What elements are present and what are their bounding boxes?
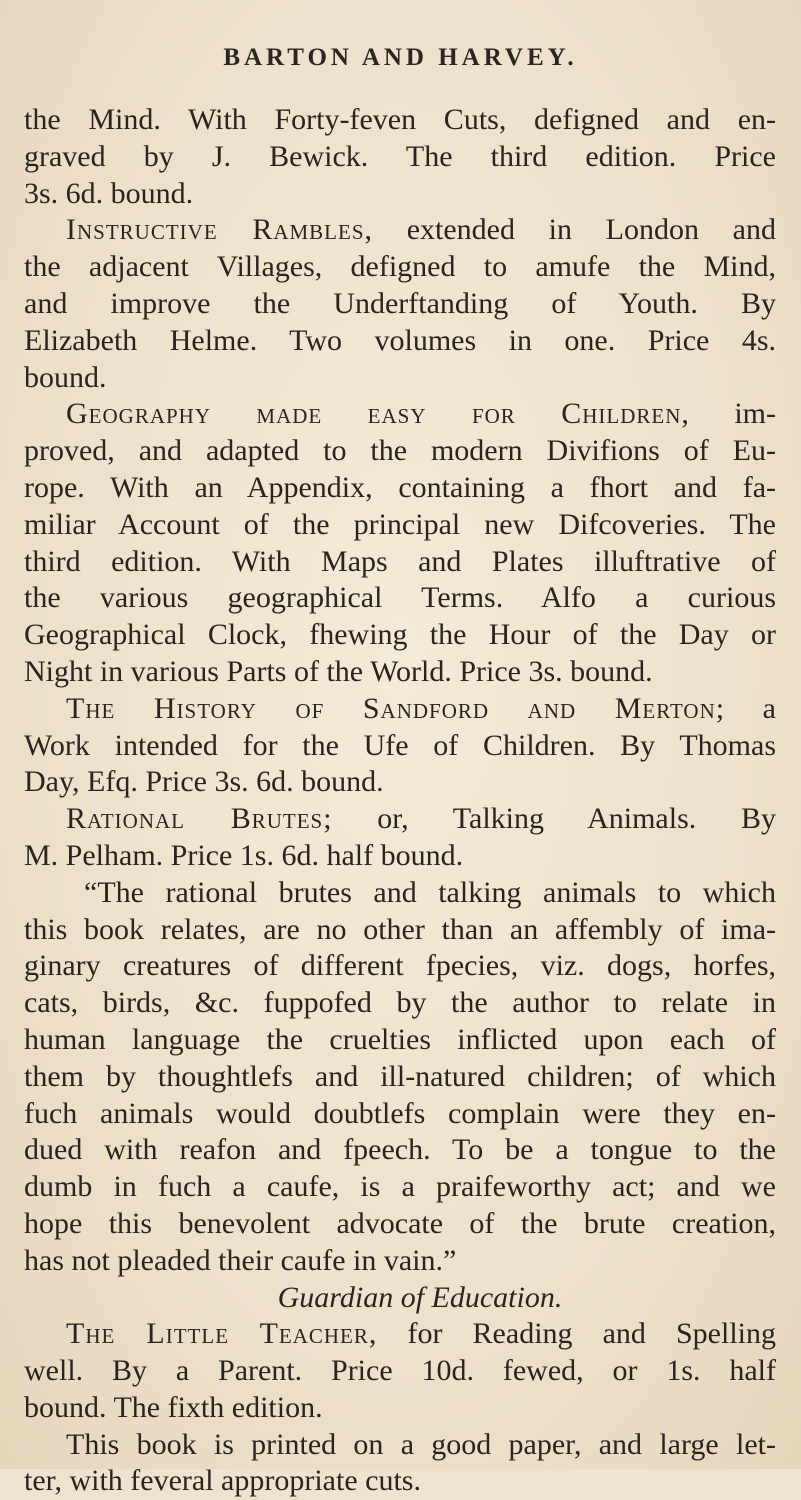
text-fragment: extended in London and (373, 213, 776, 247)
entry-little-teacher (24, 1316, 776, 1426)
review-quote (24, 875, 776, 1317)
text-line (24, 691, 776, 728)
text-line: 3s. 6d. bound. (24, 176, 194, 210)
text-line: bound. The fixth edition. (24, 1390, 323, 1424)
text-line: This book is printed on a good paper, and large let- (66, 1427, 776, 1461)
text-fragment: or, Talking Animals. By (332, 802, 776, 836)
text-line: Day, Efq. Price 3s. 6d. bound. (24, 765, 384, 799)
text-line: dued with reafon and fpeech. To be a tongue to the (24, 1133, 776, 1167)
quote-attribution: Guardian of Education. (277, 1280, 563, 1314)
text-fragment: a (725, 691, 776, 725)
text-line: hope this benevolent advocate of the brute creation, (24, 1206, 776, 1240)
page-body (24, 102, 776, 1500)
text-line: this book relates, are no other than an affembly of ima- (24, 912, 776, 946)
text-line: Night in various Parts of the World. Price 3s. bound. (24, 654, 653, 688)
running-head: BARTON AND HARVEY. (223, 44, 578, 71)
entry-title: The History of Sandford and Merton; (66, 691, 726, 725)
text-line: M. Pelham. Price 1s. 6d. half bound. (24, 838, 464, 872)
text-line: rope. With an Appendix, containing a fhort and fa- (24, 470, 776, 504)
text-line: them by thoughtlefs and ill-natured children; of which (24, 1059, 776, 1093)
entry-sandford-merton (24, 691, 776, 801)
text-line: fuch animals would doubtlefs complain were they en- (24, 1096, 776, 1130)
entry-geography (24, 396, 776, 690)
text-line: well. By a Parent. Price 10d. fewed, or 1s. half (24, 1354, 776, 1388)
text-line: dumb in fuch a caufe, is a praifeworthy act; and we (24, 1170, 776, 1204)
text-line (24, 801, 776, 838)
text-line: cats, birds, &c. fuppofed by the author to relate in (24, 986, 776, 1020)
text-line: graved by J. Bewick. The third edition. Price (24, 139, 776, 173)
text-line: third edition. With Maps and Plates illuftrative of (24, 544, 776, 578)
text-line: ginary creatures of different fpecies, viz. dogs, horfes, (24, 949, 776, 983)
text-line: ter, with feveral appropriate cuts. (24, 1464, 421, 1498)
text-line: Work intended for the Ufe of Children. By Thomas (24, 728, 776, 762)
text-line: proved, and adapted to the modern Divifions of Eu- (24, 434, 776, 468)
text-line: “The rational brutes and talking animals to which (84, 875, 776, 909)
text-line (24, 212, 776, 249)
entry-title: Rational Brutes; (66, 802, 333, 836)
entry-title: The Little Teacher, (66, 1317, 378, 1351)
text-line (24, 396, 776, 433)
entry-instructive-rambles (24, 212, 776, 396)
text-line: Elizabeth Helme. Two volumes in one. Price 4s. (24, 323, 776, 357)
text-line: bound. (24, 360, 107, 394)
text-fragment: im- (689, 397, 776, 431)
text-line: Geographical Clock, fhewing the Hour of the Day or (24, 618, 776, 652)
entry-note (24, 1427, 776, 1500)
text-line: and improve the Underftanding of Youth. By (24, 286, 776, 320)
text-line: has not pleaded their caufe in vain.” (24, 1243, 457, 1277)
text-line: the adjacent Villages, defigned to amufe the Mind, (24, 250, 776, 284)
entry-title: Instructive Rambles, (66, 213, 374, 247)
text-fragment: for Reading and Spelling (377, 1317, 777, 1351)
text-line: the Mind. With Forty-feven Cuts, defigned and en- (24, 103, 776, 136)
text-line (24, 1316, 776, 1353)
entry-title: Geography made easy for Children, (66, 397, 690, 431)
entry-rational-brutes (24, 801, 776, 875)
entry-continuation (24, 102, 776, 212)
text-line: human language the cruelties inflicted upon each of (24, 1022, 776, 1056)
text-line: the various geographical Terms. Alfo a curious (24, 581, 776, 615)
text-line: miliar Account of the principal new Difcoveries. The (24, 507, 776, 541)
